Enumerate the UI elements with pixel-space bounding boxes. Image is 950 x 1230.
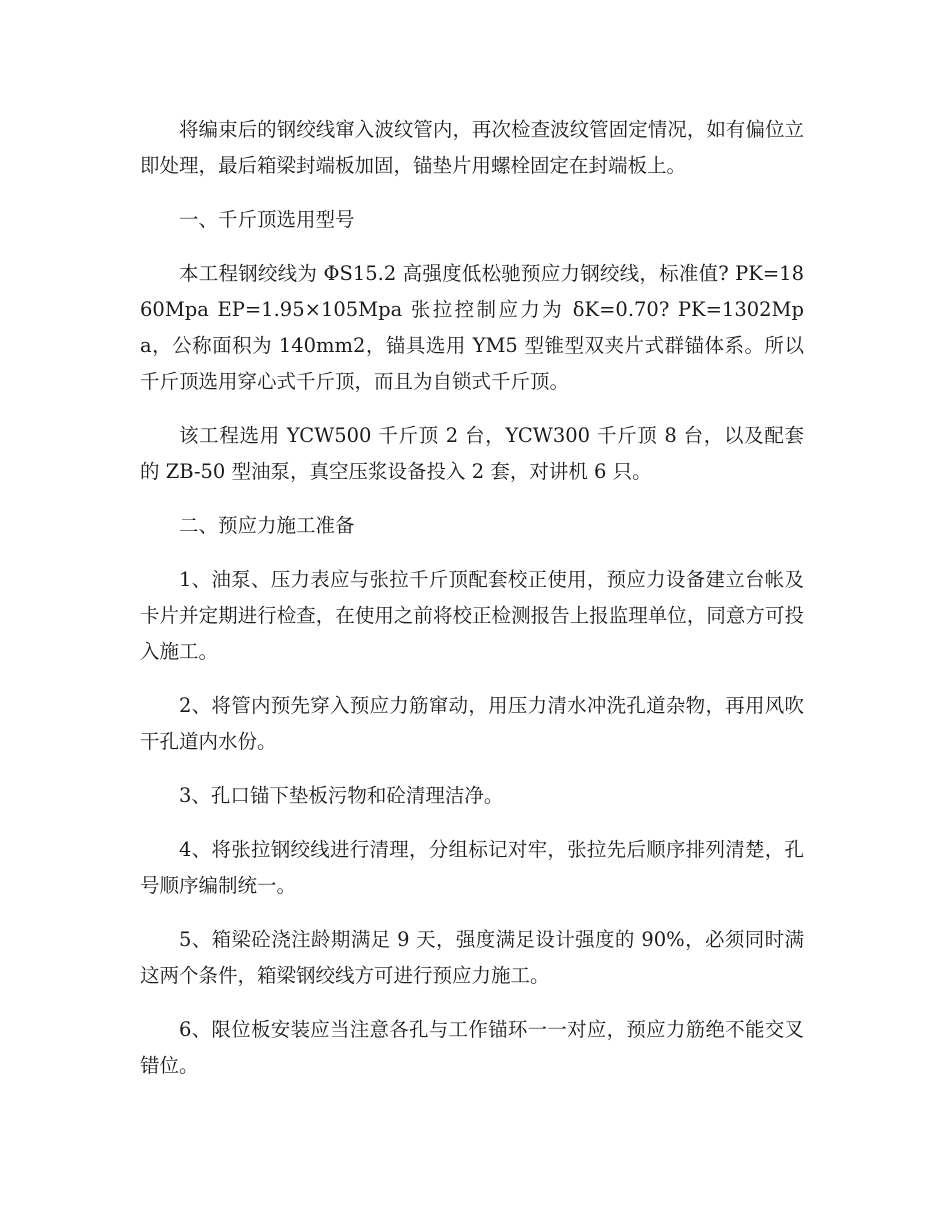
list-item-1: 1、油泵、压力表应与张拉千斤顶配套校正使用，预应力设备建立台帐及卡片并定期进行检查，在使用之前将校正检测报告上报监理单位，同意方可投入施工。 (140, 568, 804, 663)
paragraph-gap (140, 760, 804, 778)
paragraph-gap (140, 904, 804, 922)
section-heading-jack-model: 一、千斤顶选用型号 (179, 208, 355, 231)
paragraph-gap (140, 994, 804, 1012)
paragraph-gap (140, 400, 804, 418)
list-item-6: 6、限位板安装应当注意各孔与工作锚环一一对应，预应力筋绝不能交叉错位。 (140, 1018, 804, 1077)
paragraph-gap (140, 814, 804, 832)
section-heading-prestress-prep: 二、预应力施工准备 (179, 514, 355, 537)
list-item-5: 5、箱梁砼浇注龄期满足 9 天，强度满足设计强度的 90%，必须同时满这两个条件，箱梁钢绞线方可进行预应力施工。 (140, 928, 804, 987)
paragraph-gap (140, 238, 804, 256)
list-item-4: 4、将张拉钢绞线进行清理，分组标记对牢，张拉先后顺序排列清楚，孔号顺序编制统一。 (140, 838, 804, 897)
paragraph-gap (140, 544, 804, 562)
paragraph-gap (140, 490, 804, 508)
document-page (140, 112, 804, 1084)
paragraph-gap (140, 670, 804, 688)
list-item-3: 3、孔口锚下垫板污物和砼清理洁净。 (179, 784, 504, 807)
paragraph-gap (140, 184, 804, 202)
paragraph-equipment-list: 该工程选用 YCW500 千斤顶 2 台，YCW300 千斤顶 8 台，以及配套的 ZB-50 型油泵，真空压浆设备投入 2 套，对讲机 6 只。 (140, 424, 804, 483)
paragraph-strand-spec: 本工程钢绞线为 ΦS15.2 高强度低松驰预应力钢绞线，标准值? PK=1860Mpa EP=1.95×105Mpa 张拉控制应力为 δK=0.70? PK=1302Mpa，公称面积为 140mm2，锚具选用 YM5 型锥型双夹片式群锚体系。所以千斤顶选用穿心式千斤顶，而且为自锁式千斤顶。 (140, 262, 804, 393)
list-item-2: 2、将管内预先穿入预应力筋窜动，用压力清水冲洗孔道杂物，再用风吹干孔道内水份。 (140, 694, 804, 753)
paragraph-strand-threading: 将编束后的钢绞线窜入波纹管内，再次检查波纹管固定情况，如有偏位立即处理，最后箱梁封端板加固，锚垫片用螺栓固定在封端板上。 (140, 118, 804, 177)
